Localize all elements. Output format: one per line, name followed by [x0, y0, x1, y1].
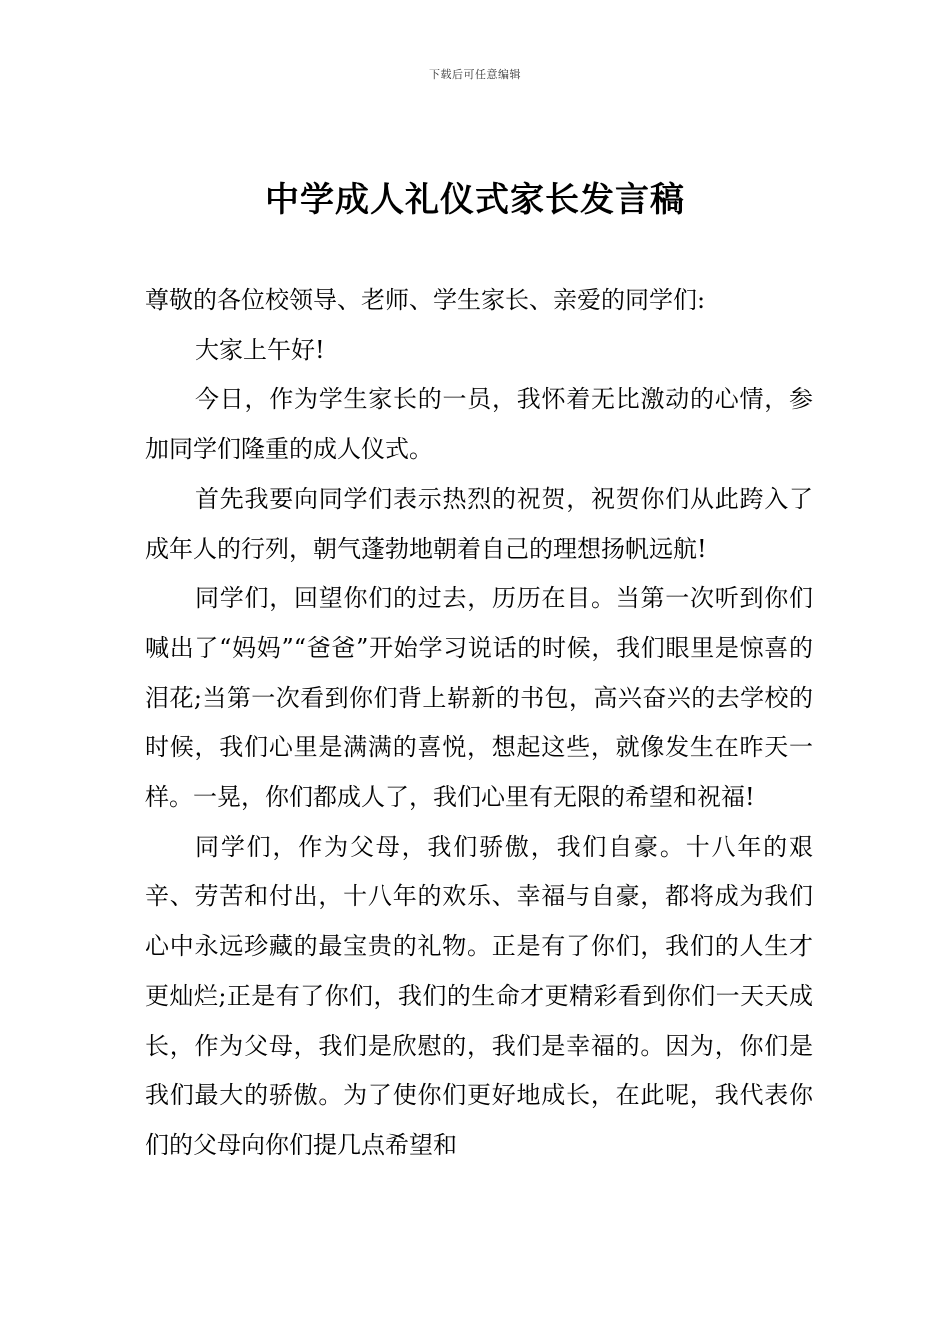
paragraph-greeting: 大家上午好! [195, 335, 325, 364]
paragraph-intro: 今日，作为学生家长的一员，我怀着无比激动的心情，参加同学们隆重的成人仪式。 [145, 385, 813, 464]
paragraph-congratulations: 首先我要向同学们表示热烈的祝贺，祝贺你们从此跨入了成年人的行列，朝气蓬勃地朝着自己的理想扬帆远航! [145, 484, 813, 563]
salutation: 尊敬的各位校领导、老师、学生家长、亲爱的同学们: [145, 286, 706, 314]
document-title: 中学成人礼仪式家长发言稿 [265, 180, 685, 220]
document-body [145, 276, 813, 1171]
paragraph-memories: 同学们，回望你们的过去，历历在目。当第一次听到你们喊出了“妈妈”“爸爸”开始学习说话的时候，我们眼里是惊喜的泪花;当第一次看到你们背上崭新的书包，高兴奋兴的去学校的时候，我们心里是满满的喜悦，想起这些，就像发生在昨天一样。一晃，你们都成人了，我们心里有无限的希望和祝福! [145, 584, 813, 812]
paragraph-pride: 同学们，作为父母，我们骄傲，我们自豪。十八年的艰辛、劳苦和付出，十八年的欢乐、幸福与自豪，都将成为我们心中永远珍藏的最宝贵的礼物。正是有了你们，我们的人生才更灿烂;正是有了你们，我们的生命才更精彩看到你们一天天成长，作为父母，我们是欣慰的，我们是幸福的。因为，你们是我们最大的骄傲。为了使你们更好地成长，在此呢，我代表你们的父母向你们提几点希望和 [145, 832, 813, 1159]
header-note: 下载后可任意编辑 [429, 68, 521, 81]
